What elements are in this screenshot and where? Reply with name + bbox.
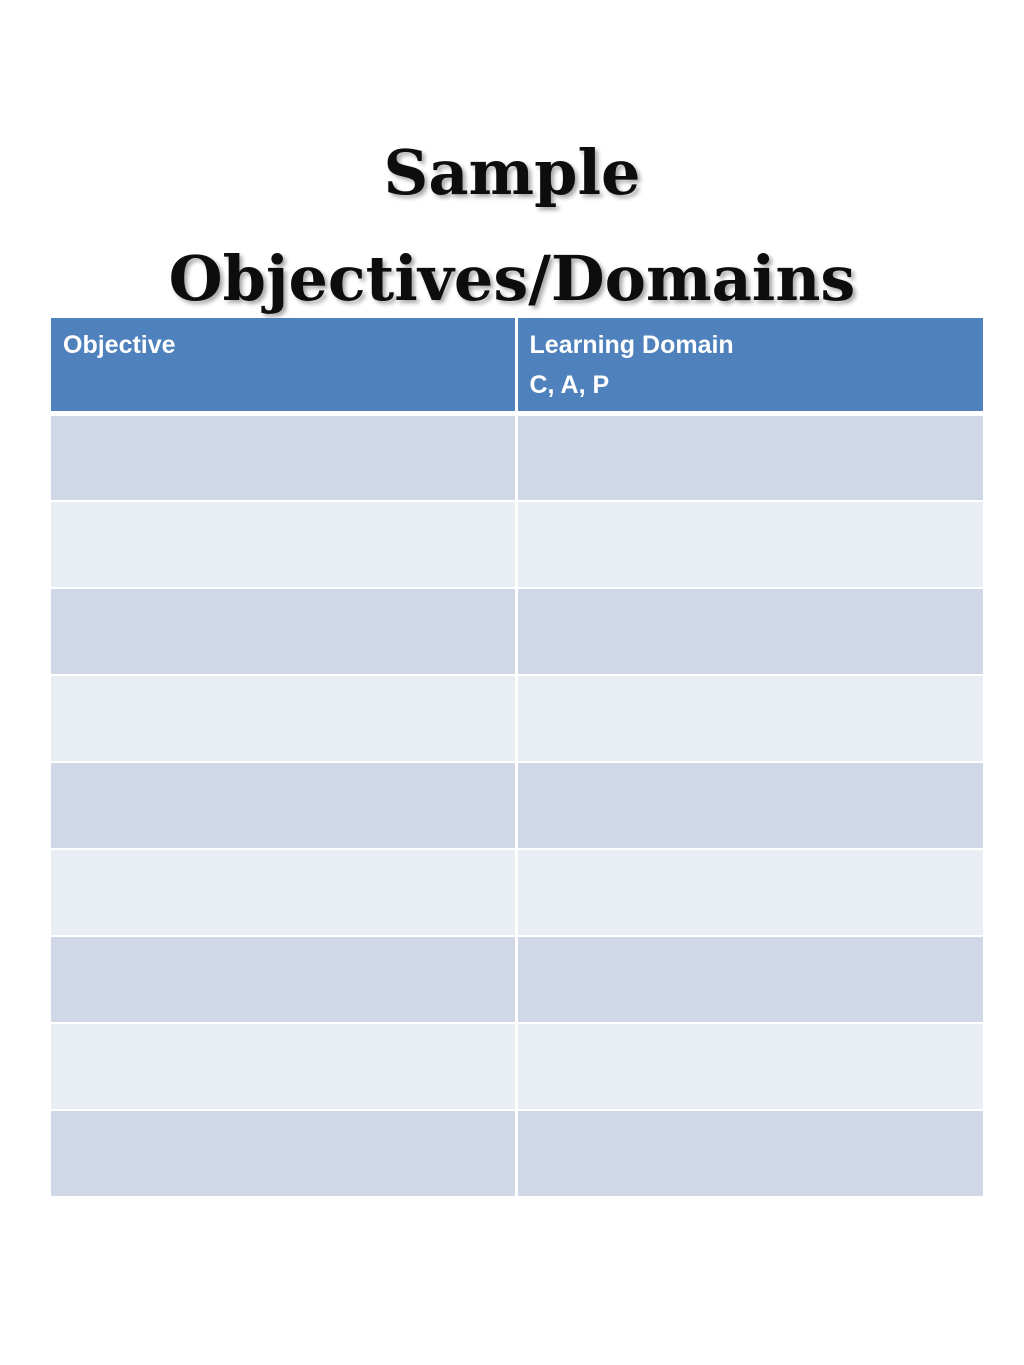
table-row <box>51 1023 983 1110</box>
domain-cell[interactable] <box>516 588 983 675</box>
domain-cell[interactable] <box>516 849 983 936</box>
domain-cell[interactable] <box>516 936 983 1023</box>
objective-cell[interactable] <box>51 1023 516 1110</box>
objective-cell[interactable] <box>51 849 516 936</box>
domain-cell[interactable] <box>516 501 983 588</box>
objective-cell[interactable] <box>51 1110 516 1197</box>
domain-cell[interactable] <box>516 414 983 501</box>
table-row <box>51 1110 983 1197</box>
table-header-row <box>51 318 983 414</box>
domain-cell[interactable] <box>516 675 983 762</box>
objective-cell[interactable] <box>51 501 516 588</box>
header-objective-label: Objective <box>63 331 176 359</box>
objective-cell[interactable] <box>51 936 516 1023</box>
domain-cell[interactable] <box>516 1023 983 1110</box>
objective-cell[interactable] <box>51 762 516 849</box>
table-row <box>51 414 983 501</box>
title-line-1: Sample <box>383 135 641 209</box>
objective-cell[interactable] <box>51 414 516 501</box>
table-row <box>51 849 983 936</box>
table-row <box>51 936 983 1023</box>
header-learning-domain <box>516 318 983 414</box>
table-row <box>51 762 983 849</box>
header-objective <box>51 318 516 414</box>
table-row <box>51 675 983 762</box>
table-row <box>51 588 983 675</box>
domain-cell[interactable] <box>516 762 983 849</box>
slide-title <box>0 120 1024 332</box>
header-domain-codes: C, A, P <box>529 371 610 399</box>
title-line-2: Objectives/Domains <box>168 241 856 315</box>
domain-cell[interactable] <box>516 1110 983 1197</box>
header-domain-label: Learning Domain <box>529 331 734 359</box>
objective-cell[interactable] <box>51 588 516 675</box>
table-row <box>51 501 983 588</box>
objective-cell[interactable] <box>51 675 516 762</box>
objectives-table <box>51 318 983 1198</box>
